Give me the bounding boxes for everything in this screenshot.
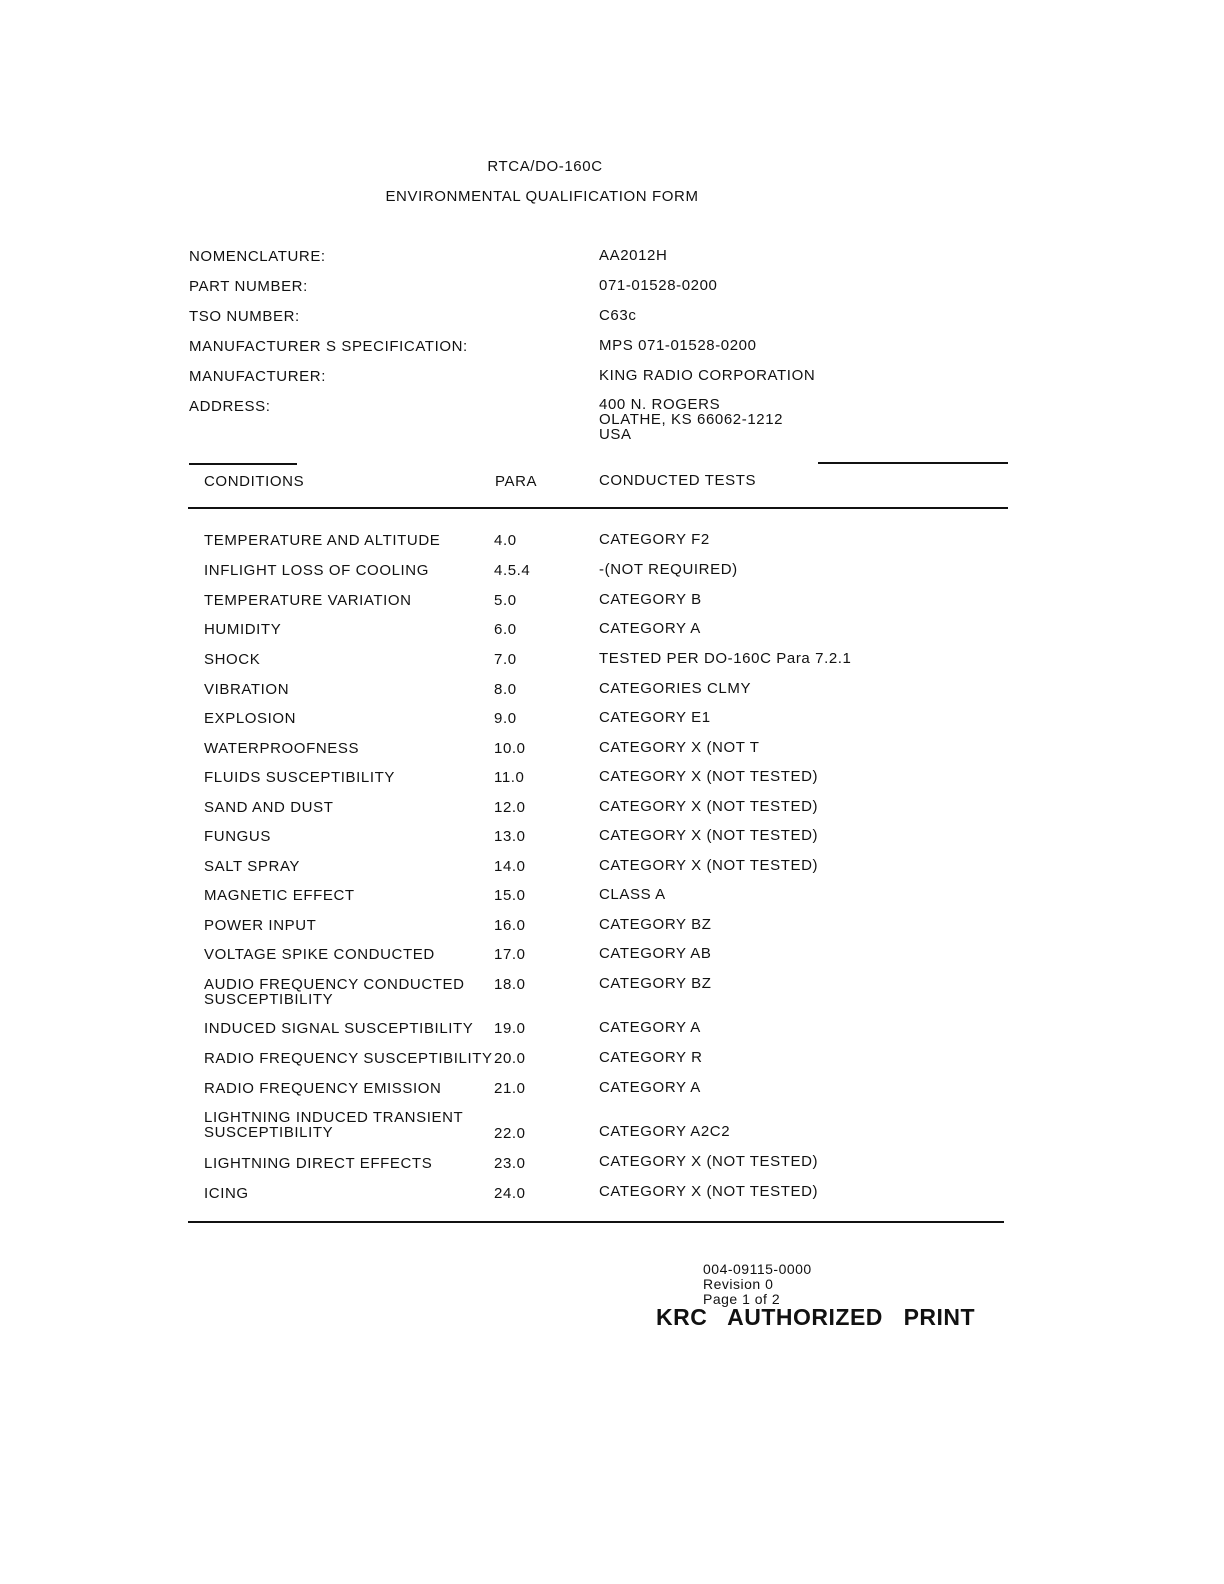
- document-number: 004-09115-0000: [703, 1261, 812, 1277]
- table-row-para: 18.0: [494, 976, 526, 993]
- nomenclature-value: AA2012H: [599, 247, 668, 264]
- table-row-condition: TEMPERATURE VARIATION: [204, 592, 412, 609]
- table-row-para: 14.0: [494, 858, 526, 875]
- table-row-test: CATEGORY X (NOT TESTED): [599, 827, 819, 844]
- tso-number-label: TSO NUMBER:: [189, 308, 300, 325]
- header-divider: [188, 507, 1008, 509]
- table-row-condition: RADIO FREQUENCY EMISSION: [204, 1080, 442, 1097]
- table-row-para: 9.0: [494, 710, 517, 727]
- table-row-test: CLASS A: [599, 886, 666, 903]
- table-row-condition: POWER INPUT: [204, 917, 317, 934]
- table-row-para: 5.0: [494, 592, 517, 609]
- table-row-condition: TEMPERATURE AND ALTITUDE: [204, 532, 441, 549]
- manufacturer-label: MANUFACTURER:: [189, 368, 326, 385]
- table-row-test: CATEGORY E1: [599, 709, 711, 726]
- table-row-condition: MAGNETIC EFFECT: [204, 887, 355, 904]
- table-row-para: 24.0: [494, 1185, 526, 1202]
- table-row-para: 23.0: [494, 1155, 526, 1172]
- table-row-para: 12.0: [494, 799, 526, 816]
- table-row-condition: FLUIDS SUSCEPTIBILITY: [204, 769, 395, 786]
- address-line: OLATHE, KS 66062-1212: [599, 411, 784, 428]
- table-row-condition: HUMIDITY: [204, 621, 282, 638]
- page-indicator: Page 1 of 2: [703, 1291, 781, 1307]
- table-row-test: -(NOT REQUIRED): [599, 561, 738, 578]
- address-line: USA: [599, 426, 632, 443]
- part-number-value: 071-01528-0200: [599, 277, 718, 294]
- specification-label: MANUFACTURER S SPECIFICATION:: [189, 338, 468, 355]
- para-header: PARA: [495, 473, 538, 490]
- table-row-test: CATEGORY A: [599, 620, 701, 637]
- table-row-condition: FUNGUS: [204, 828, 271, 845]
- table-row-test: CATEGORY F2: [599, 531, 710, 548]
- header-rule-left: [189, 463, 297, 465]
- authorized-print-stamp: KRC AUTHORIZED PRINT: [656, 1304, 976, 1330]
- table-row-para: 10.0: [494, 740, 526, 757]
- table-row-condition: WATERPROOFNESS: [204, 740, 360, 757]
- table-row-para: 13.0: [494, 828, 526, 845]
- table-row-para: 8.0: [494, 681, 517, 698]
- specification-value: MPS 071-01528-0200: [599, 337, 757, 354]
- table-row-test: CATEGORY X (NOT TESTED): [599, 768, 819, 785]
- table-row-para: 15.0: [494, 887, 526, 904]
- part-number-label: PART NUMBER:: [189, 278, 308, 295]
- table-row-para: 21.0: [494, 1080, 526, 1097]
- form-title: ENVIRONMENTAL QUALIFICATION FORM: [385, 188, 699, 205]
- table-row-para: 17.0: [494, 946, 526, 963]
- table-row-test: CATEGORIES CLMY: [599, 680, 752, 697]
- address-value: [599, 397, 783, 442]
- manufacturer-value: KING RADIO CORPORATION: [599, 367, 816, 384]
- conditions-header: CONDITIONS: [204, 473, 305, 490]
- table-row-test: CATEGORY A: [599, 1079, 701, 1096]
- table-row-para: 4.0: [494, 532, 517, 549]
- table-bottom-rule: [188, 1221, 1004, 1223]
- address-label: ADDRESS:: [189, 398, 271, 415]
- table-row-condition: SALT SPRAY: [204, 858, 301, 875]
- table-row-condition: INFLIGHT LOSS OF COOLING: [204, 562, 429, 579]
- table-row-para: 4.5.4: [494, 562, 531, 579]
- table-row-condition: ICING: [204, 1185, 249, 1202]
- table-row-condition: LIGHTNING INDUCED TRANSIENT SUSCEPTIBILITY: [204, 1109, 464, 1141]
- table-row-test: CATEGORY X (NOT T: [599, 739, 760, 756]
- tests-header: CONDUCTED TESTS: [599, 472, 757, 489]
- standard-title: RTCA/DO-160C: [487, 158, 603, 175]
- table-row-test: CATEGORY A2C2: [599, 1123, 731, 1140]
- table-row-condition: VOLTAGE SPIKE CONDUCTED: [204, 946, 435, 963]
- table-row-condition: VIBRATION: [204, 681, 290, 698]
- table-row-para: 11.0: [494, 769, 525, 786]
- table-row-test: CATEGORY A: [599, 1019, 701, 1036]
- table-row-para: 20.0: [494, 1050, 526, 1067]
- table-row-condition: RADIO FREQUENCY SUSCEPTIBILITY: [204, 1050, 493, 1067]
- table-row-test: CATEGORY BZ: [599, 916, 712, 933]
- table-row-para: 19.0: [494, 1020, 526, 1037]
- address-line: 400 N. ROGERS: [599, 396, 721, 413]
- table-row-condition: LIGHTNING DIRECT EFFECTS: [204, 1155, 433, 1172]
- table-row-para: 16.0: [494, 917, 526, 934]
- nomenclature-label: NOMENCLATURE:: [189, 248, 326, 265]
- table-row-test: CATEGORY X (NOT TESTED): [599, 798, 819, 815]
- table-row-test: CATEGORY AB: [599, 945, 712, 962]
- revision-label: Revision 0: [703, 1276, 774, 1292]
- table-row-para: 7.0: [494, 651, 517, 668]
- table-row-para: 6.0: [494, 621, 517, 638]
- table-row-test: CATEGORY BZ: [599, 975, 712, 992]
- table-row-test: CATEGORY X (NOT TESTED): [599, 857, 819, 874]
- table-row-test: CATEGORY X (NOT TESTED): [599, 1183, 819, 1200]
- table-row-condition: SHOCK: [204, 651, 261, 668]
- table-row-condition: SAND AND DUST: [204, 799, 334, 816]
- table-row-test: CATEGORY X (NOT TESTED): [599, 1153, 819, 1170]
- table-row-test: CATEGORY R: [599, 1049, 703, 1066]
- table-row-test: TESTED PER DO-160C Para 7.2.1: [599, 650, 852, 667]
- tso-number-value: C63c: [599, 307, 637, 324]
- table-row-condition: EXPLOSION: [204, 710, 297, 727]
- table-row-test: CATEGORY B: [599, 591, 702, 608]
- table-row-condition: AUDIO FREQUENCY CONDUCTED SUSCEPTIBILITY: [204, 976, 465, 1008]
- table-row-condition: INDUCED SIGNAL SUSCEPTIBILITY: [204, 1020, 474, 1037]
- table-row-para: 22.0: [494, 1125, 526, 1142]
- header-rule-right: [818, 462, 1008, 464]
